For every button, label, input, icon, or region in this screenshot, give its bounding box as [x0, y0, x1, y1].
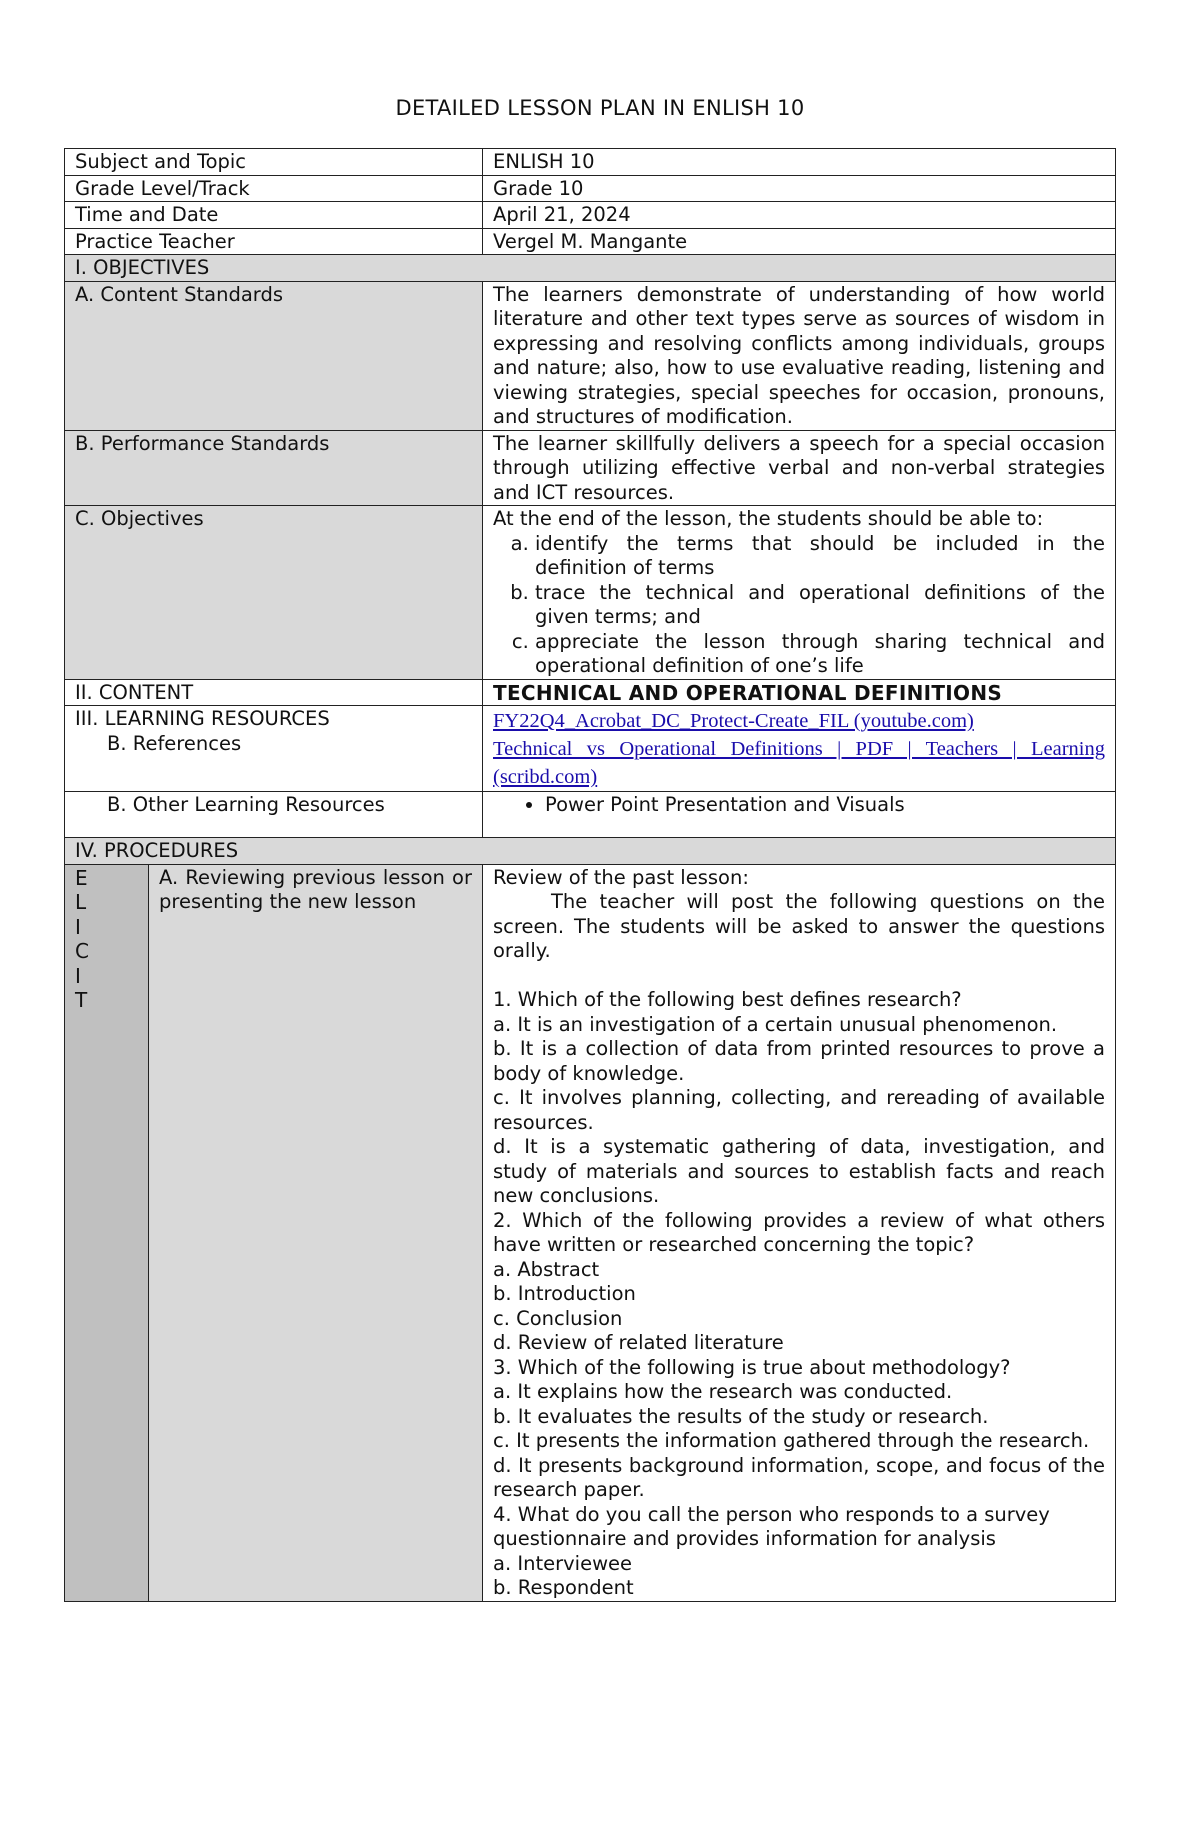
row-label: A. Content Standards [65, 281, 483, 430]
phase-letter: L [75, 890, 87, 914]
references-cell [483, 706, 1116, 792]
question-line: 2. Which of the following provides a review of what others have written or researched concerning the topic? [493, 1208, 1105, 1256]
info-label: Grade Level/Track [65, 175, 483, 202]
review-title: Review of the past lesson: [493, 865, 749, 889]
objectives-intro: At the end of the lesson, the students should be able to: [493, 507, 1044, 530]
question-line: a. It is an investigation of a certain unusual phenomenon. [493, 1012, 1058, 1036]
question-line: a. Abstract [493, 1257, 600, 1281]
procedures-heading-row [65, 838, 1116, 865]
phase-letter: T [75, 988, 88, 1012]
phase-letter: I [75, 914, 81, 939]
list-item: c. appreciate the lesson through sharing technical and operational definition of one’s life [535, 630, 1105, 679]
elicit-row [65, 864, 1116, 1601]
content-row [65, 679, 1116, 706]
resources-label-cell [65, 706, 483, 792]
content-value: TECHNICAL AND OPERATIONAL DEFINITIONS [483, 679, 1116, 706]
question-line: b. Introduction [493, 1282, 636, 1305]
list-item: b. trace the technical and operational definitions of the given terms; and [535, 581, 1105, 630]
content-standards-row [65, 281, 1116, 430]
performance-standards-text: The learner skillfully delivers a speech for a special occasion through utilizing effective verbal and non-verbal strategies and ICT resources. [483, 430, 1116, 506]
review-cell [483, 864, 1116, 1601]
question-line: d. It is a systematic gathering of data, investigation, and study of materials and sources to establish facts and reach new conclusions. [493, 1135, 1105, 1207]
question-line: a. It explains how the research was conducted. [493, 1380, 953, 1403]
info-row-grade [65, 175, 1116, 202]
other-resources-row [65, 792, 1116, 838]
info-value: ENLISH 10 [483, 149, 1116, 176]
other-resources-label: B. Other Learning Resources [65, 792, 483, 838]
question-line: 1. Which of the following best defines research? [493, 988, 962, 1011]
scribd-link[interactable]: Technical vs Operational Definitions | PDF | Teachers | Learning (scribd.com) [493, 738, 1105, 788]
section-heading: I. OBJECTIVES [65, 255, 1116, 282]
info-value: Grade 10 [483, 175, 1116, 202]
question-line: c. It presents the information gathered through the research. [493, 1429, 1090, 1452]
info-value: Vergel M. Mangante [483, 228, 1116, 255]
list-item: • Power Point Presentation and Visuals [545, 793, 1105, 818]
question-line: questionnaire and provides information for analysis [493, 1527, 996, 1550]
info-label: Practice Teacher [65, 228, 483, 255]
objectives-heading-row [65, 255, 1116, 282]
info-row-subject [65, 149, 1116, 176]
step-label: A. Reviewing previous lesson or presenting the new lesson [149, 864, 483, 1601]
question-line: b. Respondent [493, 1576, 634, 1599]
question-line: c. It involves planning, collecting, and rereading of available resources. [493, 1086, 1105, 1134]
references-row [65, 706, 1116, 792]
question-line: 3. Which of the following is true about methodology? [493, 1355, 1011, 1379]
list-item: a. identify the terms that should be included in the definition of terms [535, 532, 1105, 581]
objectives-list [493, 532, 1105, 679]
objectives-cell [483, 506, 1116, 680]
page-title: DETAILED LESSON PLAN IN ENLISH 10 [395, 96, 805, 120]
phase-label-elicit [65, 864, 149, 1601]
row-label: II. CONTENT [65, 679, 483, 706]
row-label: III. LEARNING RESOURCES [75, 707, 330, 730]
row-label: C. Objectives [65, 506, 483, 680]
question-line: 4. What do you call the person who responds to a survey [493, 1502, 1050, 1526]
info-label: Subject and Topic [65, 149, 483, 176]
review-intro: The teacher will post the following questions on the screen. The students will be asked to answer the questions orally. [493, 890, 1105, 962]
other-resources-cell [483, 792, 1116, 838]
content-standards-text: The learners demonstrate of understanding of how world literature and other text types serve as sources of wisdom in expressing and resolving conflicts among individuals, groups and nature; also, how to use evaluative reading, listening and viewing strategies, special speeches for occasion, pronouns, and structures of modification. [483, 281, 1116, 430]
lesson-plan-table [64, 148, 1116, 1602]
question-line: c. Conclusion [493, 1306, 623, 1330]
info-value: April 21, 2024 [483, 202, 1116, 229]
question-line: b. It is a collection of data from printed resources to prove a body of knowledge. [493, 1037, 1105, 1085]
phase-letter: E [75, 865, 88, 890]
youtube-link[interactable]: FY22Q4_Acrobat_DC_Protect-Create_FIL (youtube.com) [493, 710, 974, 732]
question-line: d. Review of related literature [493, 1331, 784, 1354]
question-line: a. Interviewee [493, 1551, 633, 1575]
other-resources-list [493, 793, 1105, 818]
references-label: B. References [107, 731, 242, 755]
question-line: d. It presents background information, scope, and focus of the research paper. [493, 1453, 1105, 1501]
info-row-date [65, 202, 1116, 229]
question-line: b. It evaluates the results of the study or research. [493, 1404, 989, 1428]
phase-letter: I [75, 963, 81, 988]
row-label: B. Performance Standards [65, 430, 483, 506]
performance-standards-row [65, 430, 1116, 506]
objectives-row [65, 506, 1116, 680]
section-heading: IV. PROCEDURES [65, 838, 1116, 865]
info-label: Time and Date [65, 202, 483, 229]
info-row-teacher [65, 228, 1116, 255]
phase-letter: C [75, 939, 89, 963]
